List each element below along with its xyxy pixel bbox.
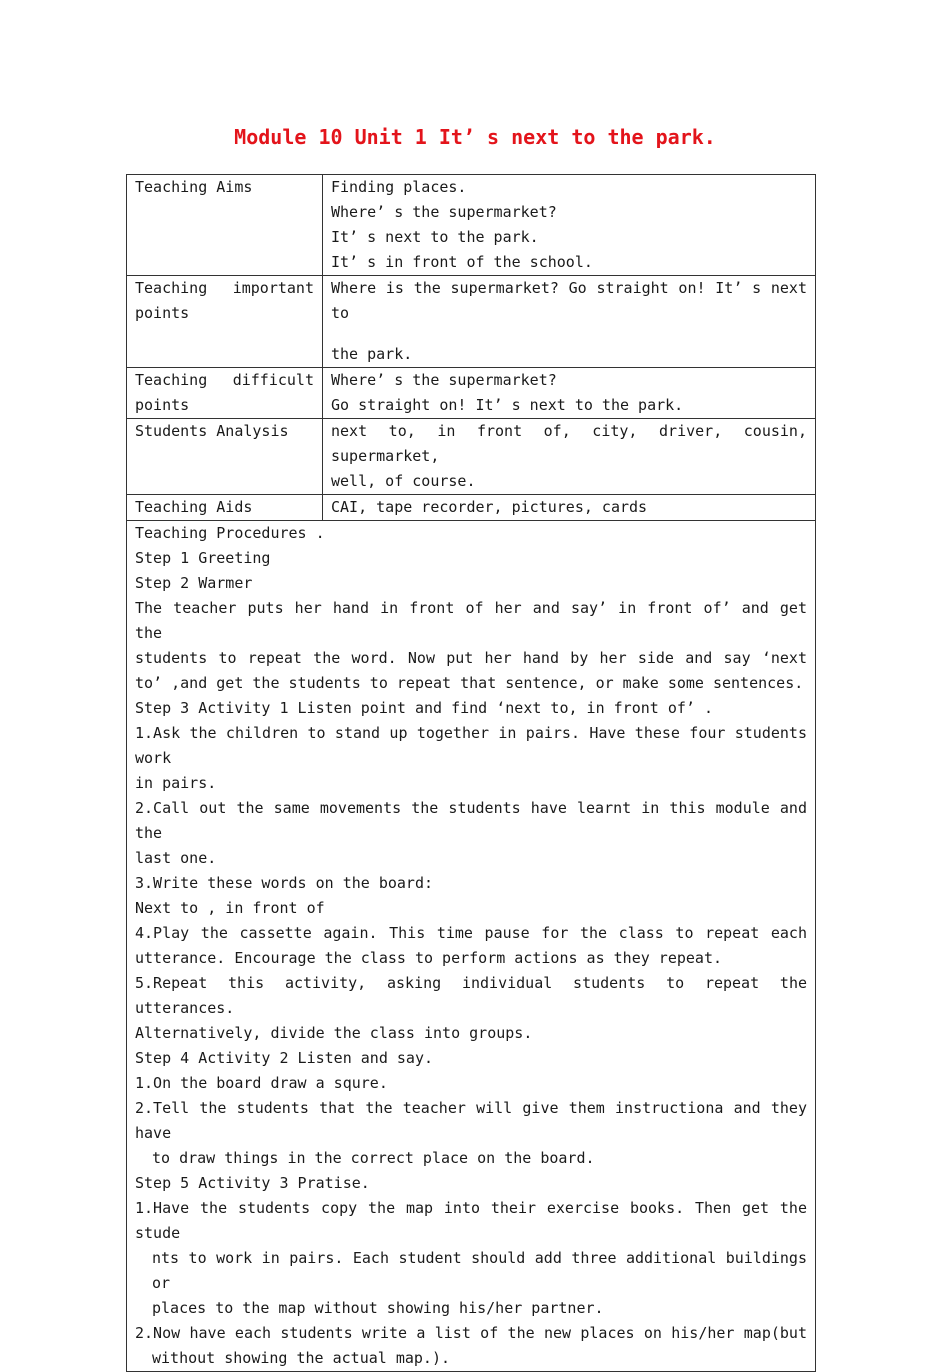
procedure-line: utterance. Encourage the class to perform actions as they repeat.	[135, 949, 722, 967]
procedure-line: to draw things in the correct place on the board.	[152, 1149, 595, 1167]
procedure-line: Step 2 Warmer	[135, 574, 253, 592]
table-row-teaching-aims	[127, 175, 816, 276]
label-teaching-aids: Teaching Aids	[127, 495, 323, 521]
procedure-line: places to the map without showing his/her partner.	[152, 1299, 604, 1317]
important-line: the park.	[331, 345, 413, 363]
analysis-line: well, of course.	[331, 472, 476, 490]
procedure-line: 2.Tell the students that the teacher will give them instructiona and they have	[135, 1099, 807, 1142]
procedure-line: 1.Ask the children to stand up together in pairs. Have these four students work	[135, 724, 807, 767]
table-row-difficult-points	[127, 368, 816, 419]
table-row-procedures	[127, 521, 816, 1372]
procedure-line: 3.Write these words on the board:	[135, 874, 434, 892]
procedure-line: students to repeat the word. Now put her hand by her side and say ‘next	[135, 649, 807, 667]
procedure-line: 2.Call out the same movements the students have learnt in this module and the	[135, 799, 807, 842]
label-line: points	[135, 396, 190, 414]
aims-line: It’ s in front of the school.	[331, 253, 593, 271]
label-line: Teaching difficult	[135, 371, 314, 389]
procedure-line: The teacher puts her hand in front of her and say’ in front of’ and get the	[135, 599, 807, 642]
procedure-line: last one.	[135, 849, 217, 867]
procedures-cell	[127, 521, 816, 1372]
procedure-line: Alternatively, divide the class into groups.	[135, 1024, 533, 1042]
aims-line: Where’ s the supermarket?	[331, 203, 557, 221]
procedure-line: without showing the actual map.).	[152, 1349, 451, 1367]
label-important-points	[127, 276, 323, 368]
value-difficult-points	[323, 368, 816, 419]
lesson-plan-table	[126, 174, 816, 1372]
procedure-line: Step 4 Activity 2 Listen and say.	[135, 1049, 434, 1067]
difficult-line: Go straight on! It’ s next to the park.	[331, 396, 684, 414]
table-row-teaching-aids	[127, 495, 816, 521]
important-line: Where is the supermarket? Go straight on! It’ s next to	[331, 279, 807, 322]
spacer	[331, 326, 807, 342]
procedure-line: Step 5 Activity 3 Pratise.	[135, 1174, 370, 1192]
procedure-line: Next to , in front of	[135, 899, 325, 917]
procedure-line: 2.Now have each students write a list of the new places on his/her map(but	[135, 1324, 807, 1342]
procedure-line: to’ ,and get the students to repeat that sentence, or make some sentences.	[135, 674, 804, 692]
table-row-students-analysis	[127, 419, 816, 495]
label-line: points	[135, 304, 190, 322]
procedure-line: 1.Have the students copy the map into their exercise books. Then get the stude	[135, 1199, 807, 1242]
analysis-line: next to, in front of, city, driver, cousin, supermarket,	[331, 422, 807, 465]
label-teaching-aims: Teaching Aims	[127, 175, 323, 276]
label-line: Teaching important	[135, 279, 314, 297]
value-students-analysis	[323, 419, 816, 495]
procedure-line: Step 1 Greeting	[135, 549, 271, 567]
value-important-points	[323, 276, 816, 368]
value-teaching-aids: CAI, tape recorder, pictures, cards	[323, 495, 816, 521]
label-difficult-points	[127, 368, 323, 419]
difficult-line: Where’ s the supermarket?	[331, 371, 557, 389]
value-teaching-aims	[323, 175, 816, 276]
procedure-line: 1.On the board draw a squre.	[135, 1074, 388, 1092]
procedure-line: nts to work in pairs. Each student should add three additional buildings or	[152, 1249, 807, 1292]
label-students-analysis: Students Analysis	[127, 419, 323, 495]
table-row-important-points	[127, 276, 816, 368]
aims-line: Finding places.	[331, 178, 467, 196]
procedure-line: 5.Repeat this activity, asking individual students to repeat the utterances.	[135, 974, 807, 1017]
procedure-line: Teaching Procedures .	[135, 524, 325, 542]
procedure-line: 4.Play the cassette again. This time pause for the class to repeat each	[135, 924, 807, 942]
aims-line: It’ s next to the park.	[331, 228, 539, 246]
procedure-line: Step 3 Activity 1 Listen point and find ‘next to, in front of’ .	[135, 699, 713, 717]
document-title: Module 10 Unit 1 It’ s next to the park.	[234, 125, 716, 149]
procedure-line: in pairs.	[135, 774, 217, 792]
